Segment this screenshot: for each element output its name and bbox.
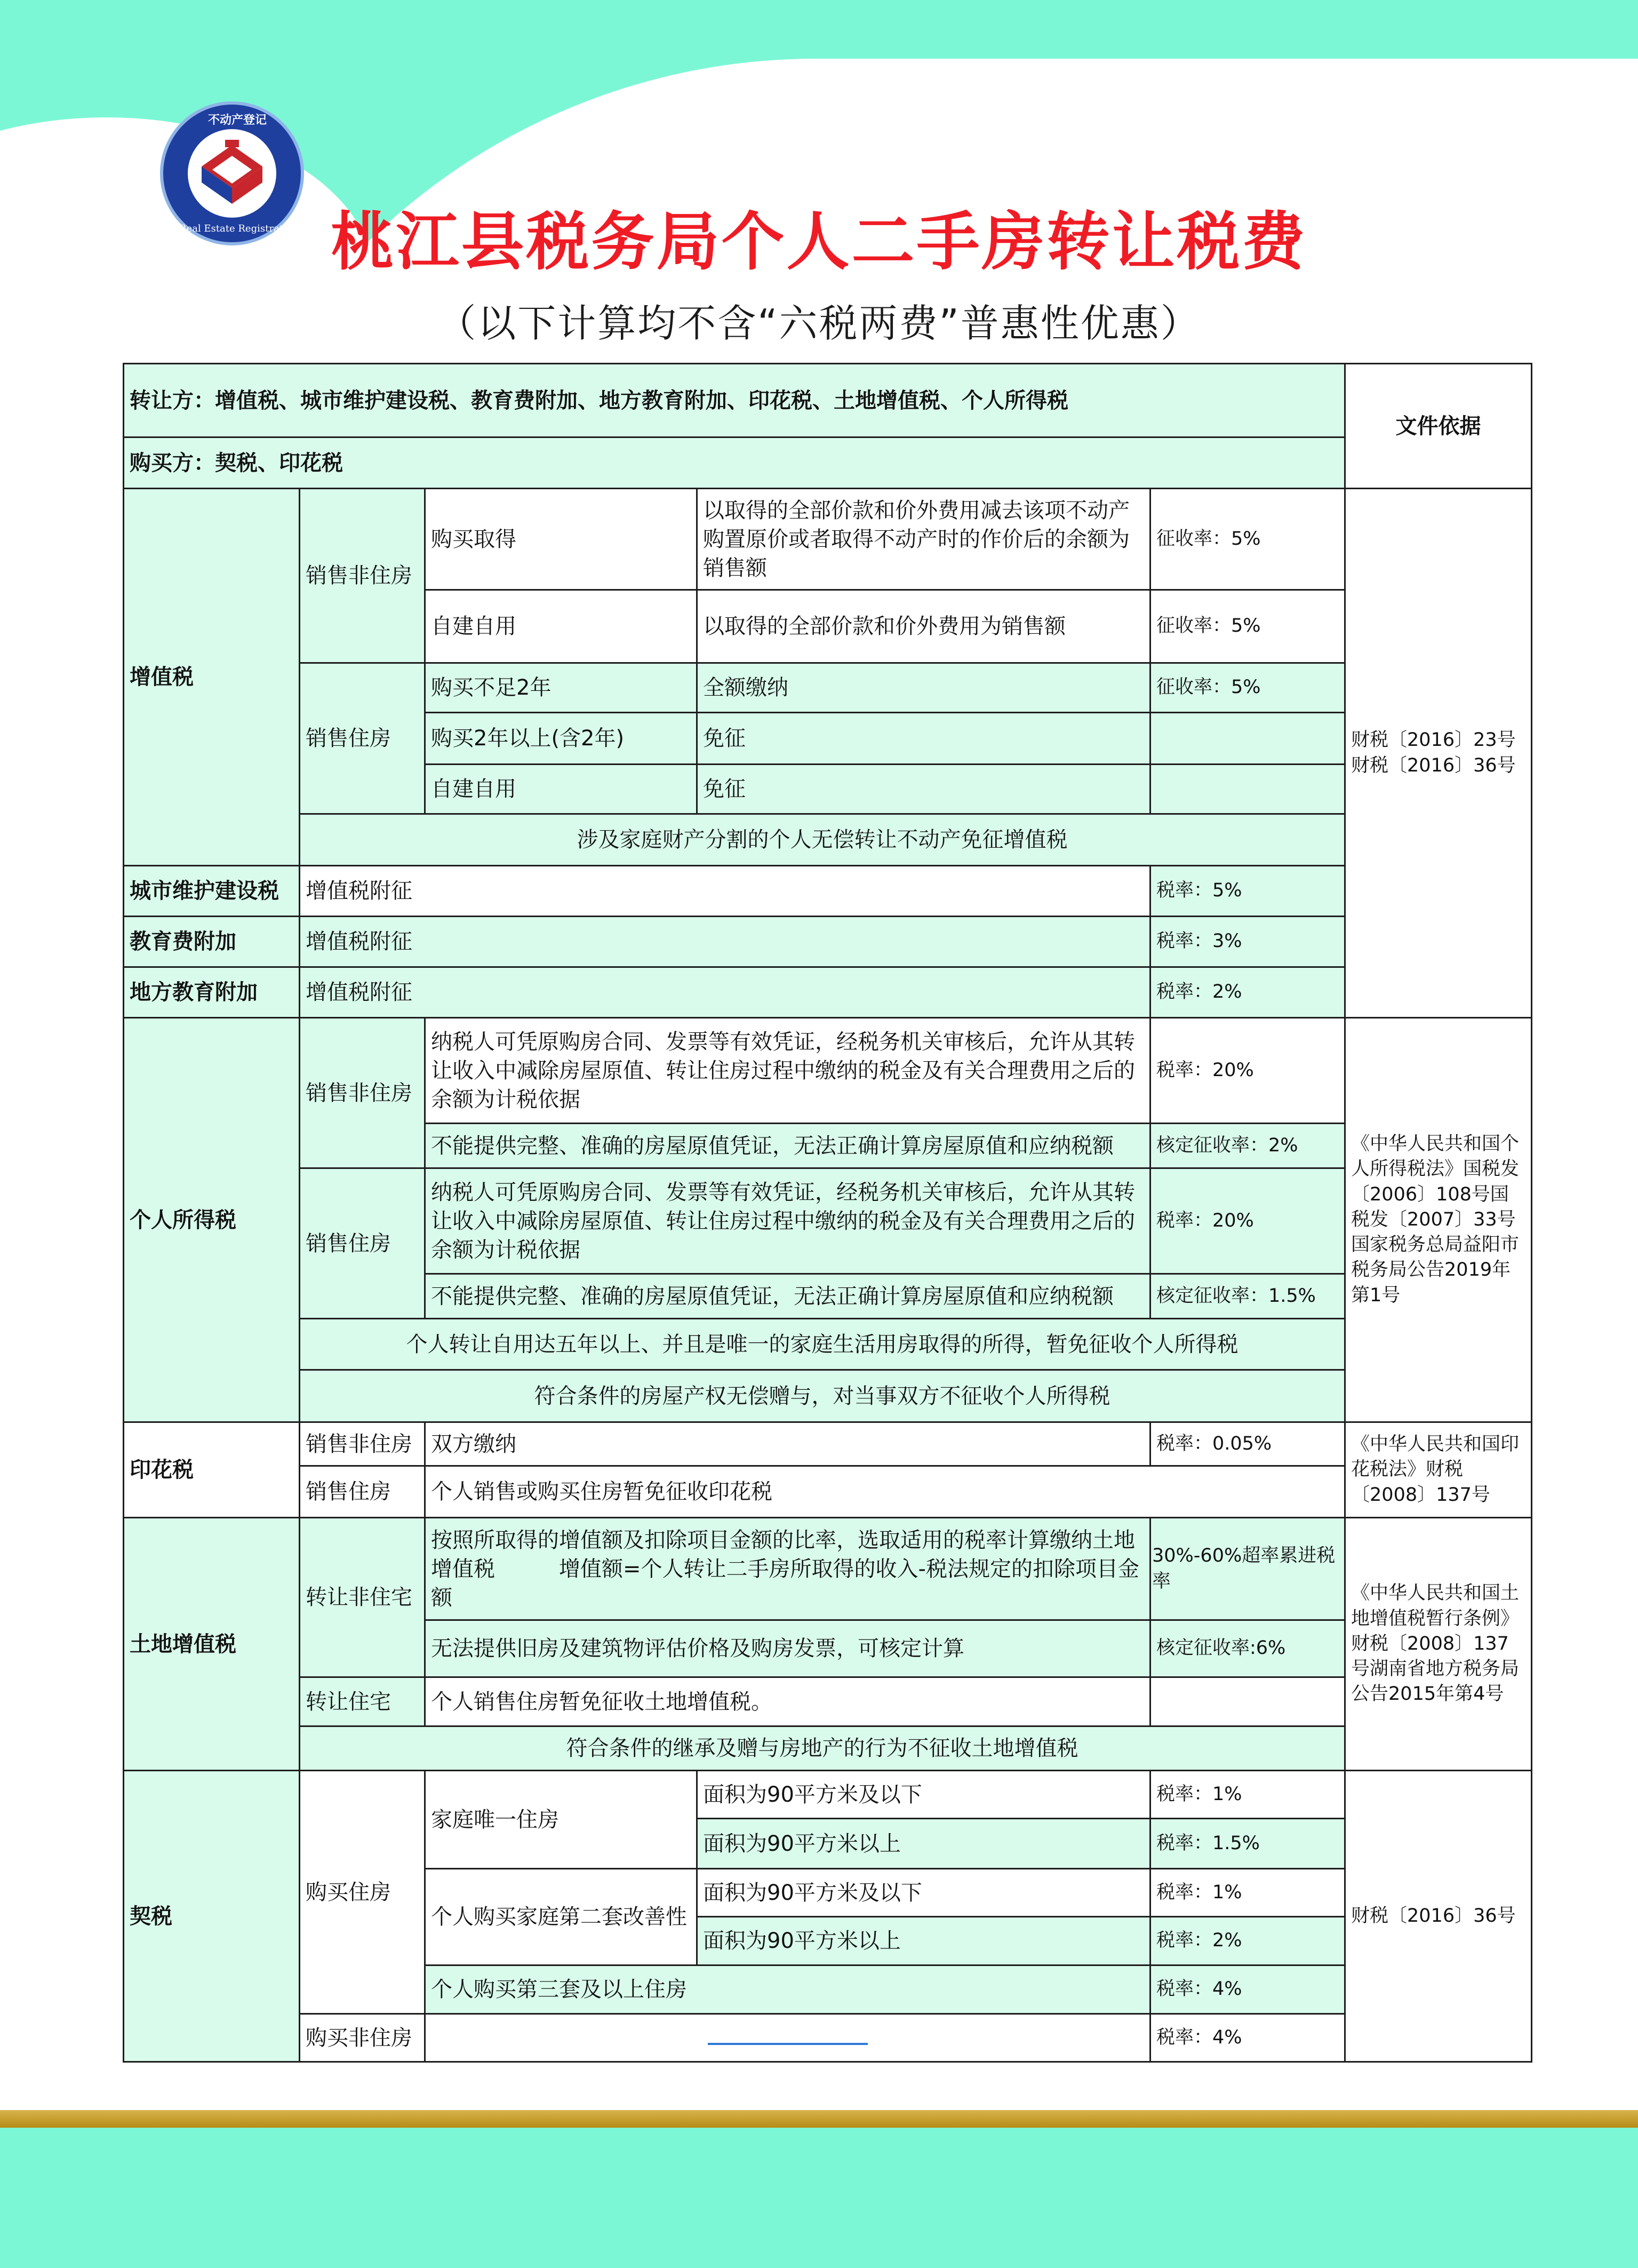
deed-only: 家庭唯一住房 — [425, 1771, 697, 1869]
vat-buy-desc: 以取得的全部价款和价外费用减去该项不动产购置原价或者取得不动产时的作价后的余额为销售额 — [697, 489, 1150, 590]
deed-second: 个人购买家庭第二套改善性 — [425, 1869, 697, 1965]
deed-res: 购买住房 — [300, 1771, 425, 2014]
deed-rate: 税率：1.5% — [1150, 1819, 1345, 1869]
pit-nonres: 销售非住房 — [300, 1018, 425, 1168]
vat-note: 涉及家庭财产分割的个人无偿转让不动产免征增值税 — [300, 814, 1345, 866]
lat-basis: 《中华人民共和国土地增值税暂行条例》财税〔2008〕137号湖南省地方税务局公告2015年第4号 — [1345, 1518, 1532, 1771]
vat-res: 销售住房 — [300, 663, 425, 814]
vat-buy-rate: 征收率：5% — [1150, 489, 1345, 590]
surtax-desc: 增值税附征 — [300, 917, 1150, 967]
lat-rate-2: 核定征收率:6% — [1150, 1620, 1345, 1677]
surtax-name: 城市维护建设税 — [124, 866, 300, 917]
pit-rate-2: 核定征收率：2% — [1150, 1124, 1345, 1168]
deed-rate: 税率：4% — [1150, 1965, 1345, 2014]
vat-lt2: 购买不足2年 — [425, 663, 697, 713]
deed-nonres-blank — [425, 2014, 1150, 2062]
vat-self: 自建自用 — [425, 590, 697, 663]
vat-ge2-desc: 免征 — [697, 713, 1150, 765]
vat-self2: 自建自用 — [425, 765, 697, 814]
pit-name: 个人所得税 — [124, 1018, 300, 1422]
lat-name: 土地增值税 — [124, 1518, 300, 1771]
lat-res-desc: 个人销售住房暂免征收土地增值税。 — [425, 1677, 1150, 1726]
lat-res: 转让住宅 — [300, 1677, 425, 1726]
vat-ge2-rate — [1150, 713, 1345, 765]
blue-underline — [708, 2043, 868, 2045]
deed-basis: 财税〔2016〕36号 — [1345, 1771, 1532, 2062]
vat-basis: 财税〔2016〕23号财税〔2016〕36号 — [1345, 489, 1532, 1018]
surtax-rate: 税率：2% — [1150, 967, 1345, 1018]
pit-desc-2: 不能提供完整、准确的房屋原值凭证，无法正确计算房屋原值和应纳税额 — [425, 1124, 1150, 1168]
vat-lt2-rate: 征收率：5% — [1150, 663, 1345, 713]
stamp-nonres-rate: 税率：0.05% — [1150, 1422, 1345, 1466]
stamp-res-desc: 个人销售或购买住房暂免征收印花税 — [425, 1466, 1345, 1518]
pit-rate-4: 核定征收率：1.5% — [1150, 1274, 1345, 1319]
stamp-basis: 《中华人民共和国印花税法》财税〔2008〕137号 — [1345, 1422, 1532, 1518]
vat-buy: 购买取得 — [425, 489, 697, 590]
buyer-taxes: 购买方：契税、印花税 — [124, 437, 1345, 489]
pit-rate-1: 税率：20% — [1150, 1018, 1345, 1124]
surtax-rate: 税率：3% — [1150, 917, 1345, 967]
vat-self-rate: 征收率：5% — [1150, 590, 1345, 663]
vat-nonres: 销售非住房 — [300, 489, 425, 663]
bottom-background — [0, 2128, 1638, 2268]
deed-le90b: 面积为90平方米及以下 — [697, 1869, 1150, 1917]
seller-taxes: 转让方：增值税、城市维护建设税、教育费附加、地方教育附加、印花税、土地增值税、个人所得税 — [124, 364, 1345, 437]
lat-note: 符合条件的继承及赠与房地产的行为不征收土地增值税 — [300, 1726, 1345, 1771]
deed-rate: 税率：2% — [1150, 1917, 1345, 1965]
vat-self2-rate — [1150, 765, 1345, 814]
vat-self2-desc: 免征 — [697, 765, 1150, 814]
deed-nonres: 购买非住房 — [300, 2014, 425, 2062]
pit-rate-3: 税率：20% — [1150, 1168, 1345, 1274]
deed-name: 契税 — [124, 1771, 300, 2062]
pit-desc-3: 纳税人可凭原购房合同、发票等有效凭证，经税务机关审核后，允许从其转让收入中减除房屋原值、转让住房过程中缴纳的税金及有关合理费用之后的余额为计税依据 — [425, 1168, 1150, 1274]
stamp-res: 销售住房 — [300, 1466, 425, 1518]
gold-divider — [0, 2110, 1638, 2128]
lat-desc-1: 按照所取得的增值额及扣除项目金额的比率，选取适用的税率计算缴纳土地增值税 增值额=个人转让二手房所取得的收入-税法规定的扣除项目金额 — [425, 1518, 1150, 1620]
pit-note-2: 符合条件的房屋产权无偿赠与，对当事双方不征收个人所得税 — [300, 1370, 1345, 1422]
logo-top-text: 不动产登记 — [208, 113, 267, 127]
pit-basis: 《中华人民共和国个人所得税法》国税发〔2006〕108号国税发〔2007〕33号国家税务总局益阳市税务局公告2019年第1号 — [1345, 1018, 1532, 1422]
surtax-name: 教育费附加 — [124, 917, 300, 967]
lat-nonres: 转让非住宅 — [300, 1518, 425, 1677]
lat-res-rate — [1150, 1677, 1345, 1726]
vat-self-desc: 以取得的全部价款和价外费用为销售额 — [697, 590, 1150, 663]
page-subtitle: （以下计算均不含“六税两费”普惠性优惠） — [437, 301, 1201, 346]
pit-res: 销售住房 — [300, 1168, 425, 1319]
stamp-nonres-desc: 双方缴纳 — [425, 1422, 1150, 1466]
deed-rate: 税率：1% — [1150, 1771, 1345, 1819]
deed-rate: 税率：1% — [1150, 1869, 1345, 1917]
surtax-name: 地方教育附加 — [124, 967, 300, 1018]
logo-bottom-text: Real Estate Registration — [179, 223, 299, 234]
page-title: 桃江县税务局个人二手房转让税费 — [331, 205, 1307, 278]
vat-ge2: 购买2年以上(含2年) — [425, 713, 697, 765]
deed-gt90: 面积为90平方米以上 — [697, 1819, 1150, 1869]
pit-desc-4: 不能提供完整、准确的房屋原值凭证，无法正确计算房屋原值和应纳税额 — [425, 1274, 1150, 1319]
basis-header: 文件依据 — [1345, 364, 1532, 489]
deed-le90: 面积为90平方米及以下 — [697, 1771, 1150, 1819]
deed-rate: 税率：4% — [1150, 2014, 1345, 2062]
deed-gt90b: 面积为90平方米以上 — [697, 1917, 1150, 1965]
stamp-name: 印花税 — [124, 1422, 300, 1518]
stamp-nonres: 销售非住房 — [300, 1422, 425, 1466]
surtax-desc: 增值税附征 — [300, 866, 1150, 917]
lat-desc-2: 无法提供旧房及建筑物评估价格及购房发票，可核定计算 — [425, 1620, 1150, 1677]
deed-third: 个人购买第三套及以上住房 — [425, 1965, 1150, 2014]
pit-desc-1: 纳税人可凭原购房合同、发票等有效凭证，经税务机关审核后，允许从其转让收入中减除房屋原值、转让住房过程中缴纳的税金及有关合理费用之后的余额为计税依据 — [425, 1018, 1150, 1124]
vat-name: 增值税 — [124, 489, 300, 866]
lat-rate-1: 30%-60%超率累进税率 — [1150, 1518, 1345, 1620]
tax-table — [123, 363, 1532, 2063]
surtax-rate: 税率：5% — [1150, 866, 1345, 917]
vat-lt2-desc: 全额缴纳 — [697, 663, 1150, 713]
surtax-desc: 增值税附征 — [300, 967, 1150, 1018]
pit-note-1: 个人转让自用达五年以上、并且是唯一的家庭生活用房取得的所得，暂免征收个人所得税 — [300, 1319, 1345, 1370]
